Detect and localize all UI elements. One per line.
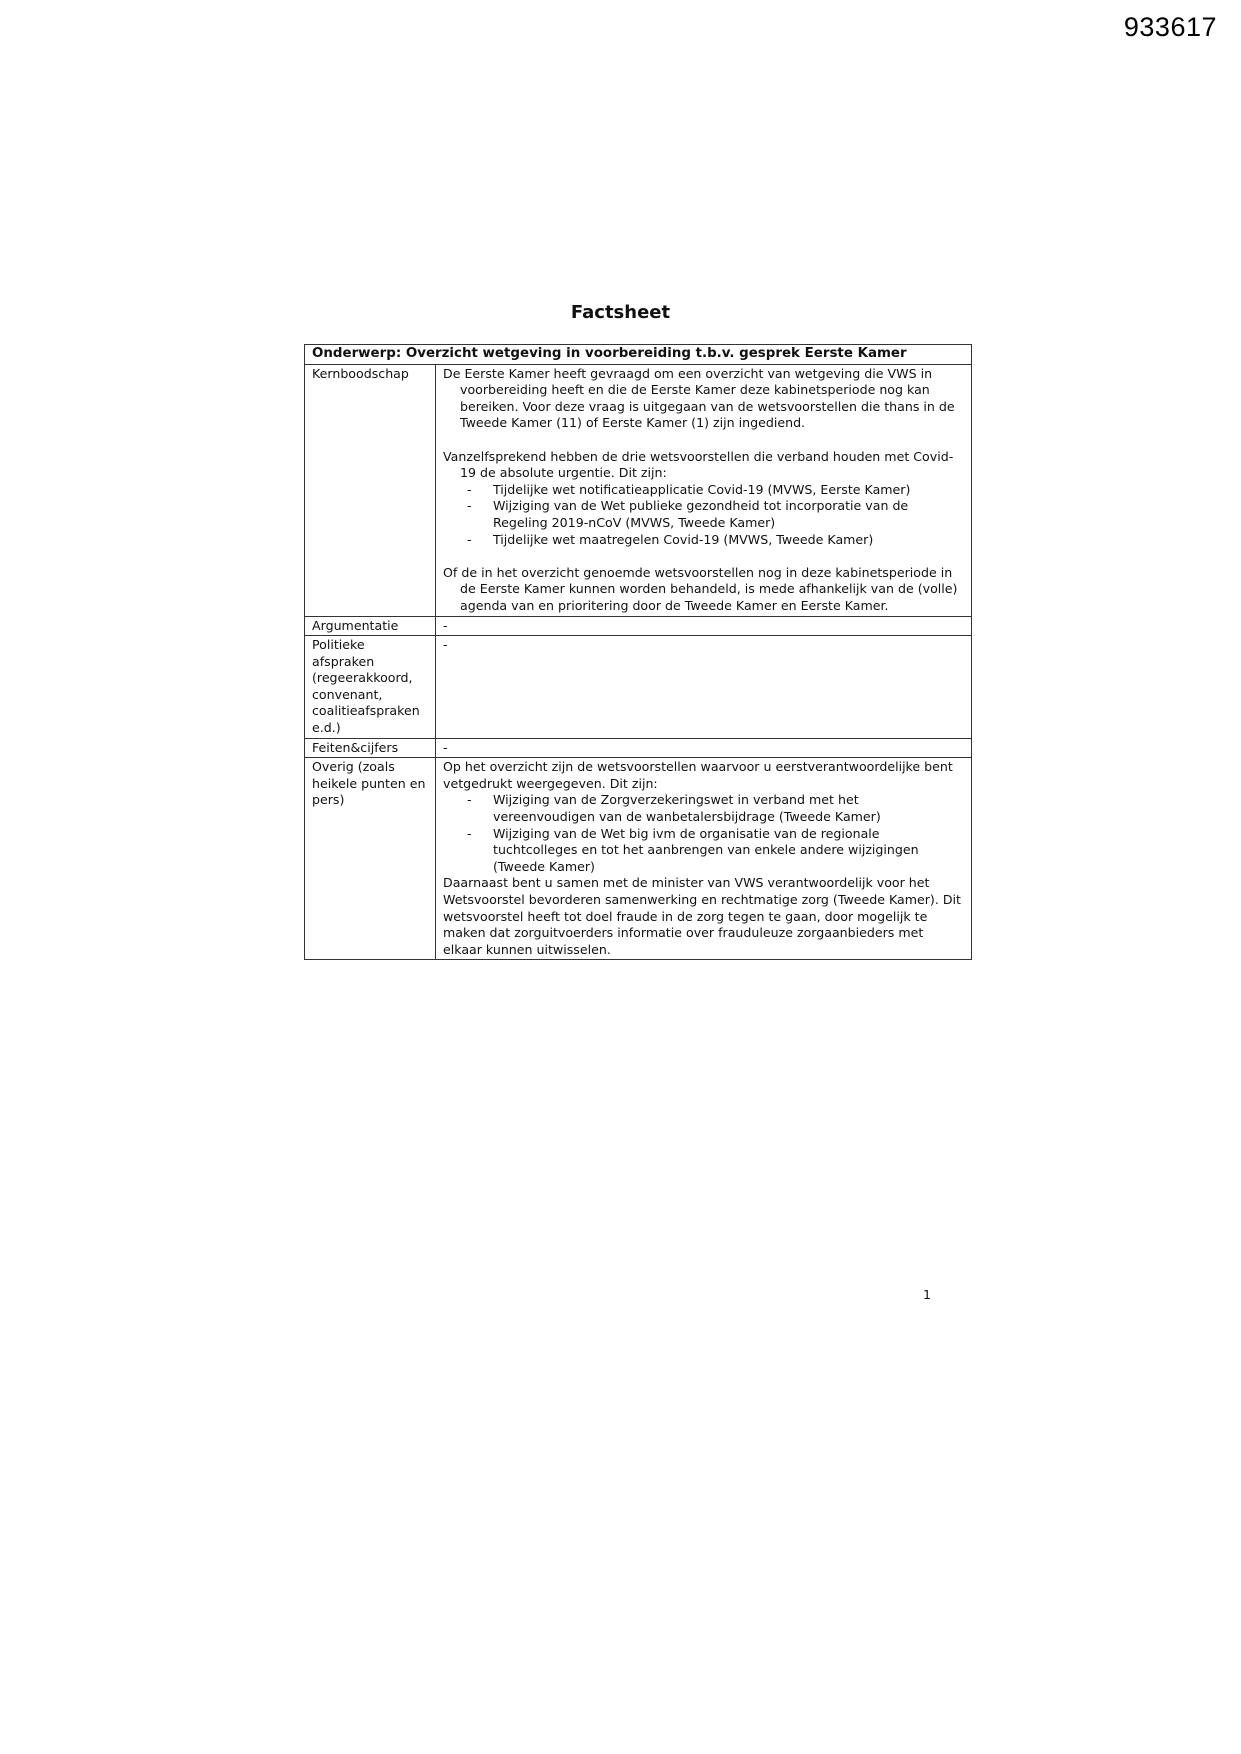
list-item-text: Wijziging van de Zorgverzekeringswet in verband met het vereenvoudigen van de wanbetalersbijdrage (Tweede Kamer) xyxy=(493,792,881,825)
dash-bullet: - xyxy=(467,825,472,841)
factsheet-table xyxy=(304,344,972,960)
row-argumentatie xyxy=(305,616,972,636)
row-content-overig xyxy=(436,758,972,960)
dash-bullet: - xyxy=(467,498,472,514)
row-content-feiten-cijfers: - xyxy=(436,738,972,758)
dash-bullet: - xyxy=(467,531,472,547)
row-label-feiten-cijfers: Feiten&cijfers xyxy=(305,738,436,758)
overig-paragraph-2: Daarnaast bent u samen met de minister van VWS verantwoordelijk voor het Wetsvoorstel bevorderen samenwerking en rechtmatige zorg (Tweede Kamer). Dit wetsvoorstel heeft tot doel fraude in de zorg tegen te gaan, door mogelijk te maken dat zorguitvoerders informatie over frauduleuze zorgaanbieders met elkaar kunnen uitwisselen. xyxy=(443,875,961,957)
list-item-text: Tijdelijke wet maatregelen Covid-19 (MVWS, Tweede Kamer) xyxy=(493,531,874,547)
document-number: 933617 xyxy=(1123,12,1217,42)
table-header: Onderwerp: Overzicht wetgeving in voorbereiding t.b.v. gesprek Eerste Kamer xyxy=(305,345,972,365)
row-content-politieke-afspraken: - xyxy=(436,636,972,739)
table-header-row xyxy=(305,345,972,365)
kernboodschap-paragraph-2: Vanzelfsprekend hebben de drie wetsvoorstellen die verband houden met Covid-19 de absolute urgentie. Dit zijn: xyxy=(443,448,954,481)
row-feiten-cijfers xyxy=(305,738,972,758)
row-overig xyxy=(305,758,972,960)
kernboodschap-paragraph-3: Of de in het overzicht genoemde wetsvoorstellen nog in deze kabinetsperiode in de Eerste Kamer kunnen worden behandeld, is mede afhankelijk van de (volle) agenda van en prioritering door de Tweede Kamer en Eerste Kamer. xyxy=(443,564,958,613)
list-item-text: Wijziging van de Wet publieke gezondheid tot incorporatie van de Regeling 2019-nCoV (MVWS, Tweede Kamer) xyxy=(493,498,909,530)
row-label-kernboodschap: Kernboodschap xyxy=(305,364,436,616)
row-content-argumentatie: - xyxy=(436,616,972,636)
list-item-text: Tijdelijke wet notificatieapplicatie Covid-19 (MVWS, Eerste Kamer) xyxy=(493,481,911,497)
row-label-argumentatie: Argumentatie xyxy=(305,616,436,636)
dash-bullet: - xyxy=(467,792,472,808)
row-content-kernboodschap xyxy=(436,364,972,616)
row-politieke-afspraken xyxy=(305,636,972,739)
page-number: 1 xyxy=(923,1287,932,1302)
list-item-text: Wijziging van de Wet big ivm de organisatie van de regionale tuchtcolleges en tot het aanbrengen van enkele andere wijzigingen (Tweede Kamer) xyxy=(493,825,919,874)
list-item xyxy=(443,826,964,876)
row-kernboodschap xyxy=(305,364,972,616)
list-item xyxy=(443,532,964,549)
list-item xyxy=(443,792,964,825)
page-title: Factsheet xyxy=(570,302,671,323)
kernboodschap-list xyxy=(443,482,964,548)
row-label-politieke-afspraken: Politieke afspraken (regeerakkoord, convenant, coalitieafspraken e.d.) xyxy=(305,636,436,739)
list-item xyxy=(443,498,964,531)
list-item xyxy=(443,482,964,499)
row-label-overig: Overig (zoals heikele punten en pers) xyxy=(305,758,436,960)
dash-bullet: - xyxy=(467,481,472,497)
overig-paragraph-1: Op het overzicht zijn de wetsvoorstellen waarvoor u eerstverantwoordelijke bent vetgedrukt weergegeven. Dit zijn: xyxy=(443,759,953,791)
kernboodschap-paragraph-1: De Eerste Kamer heeft gevraagd om een overzicht van wetgeving die VWS in voorbereiding heeft en die de Eerste Kamer deze kabinetsperiode nog kan bereiken. Voor deze vraag is uitgegaan van de wetsvoorstellen die thans in de Tweede Kamer (11) of Eerste Kamer (1) zijn ingediend. xyxy=(443,365,955,431)
overig-list xyxy=(443,792,964,875)
